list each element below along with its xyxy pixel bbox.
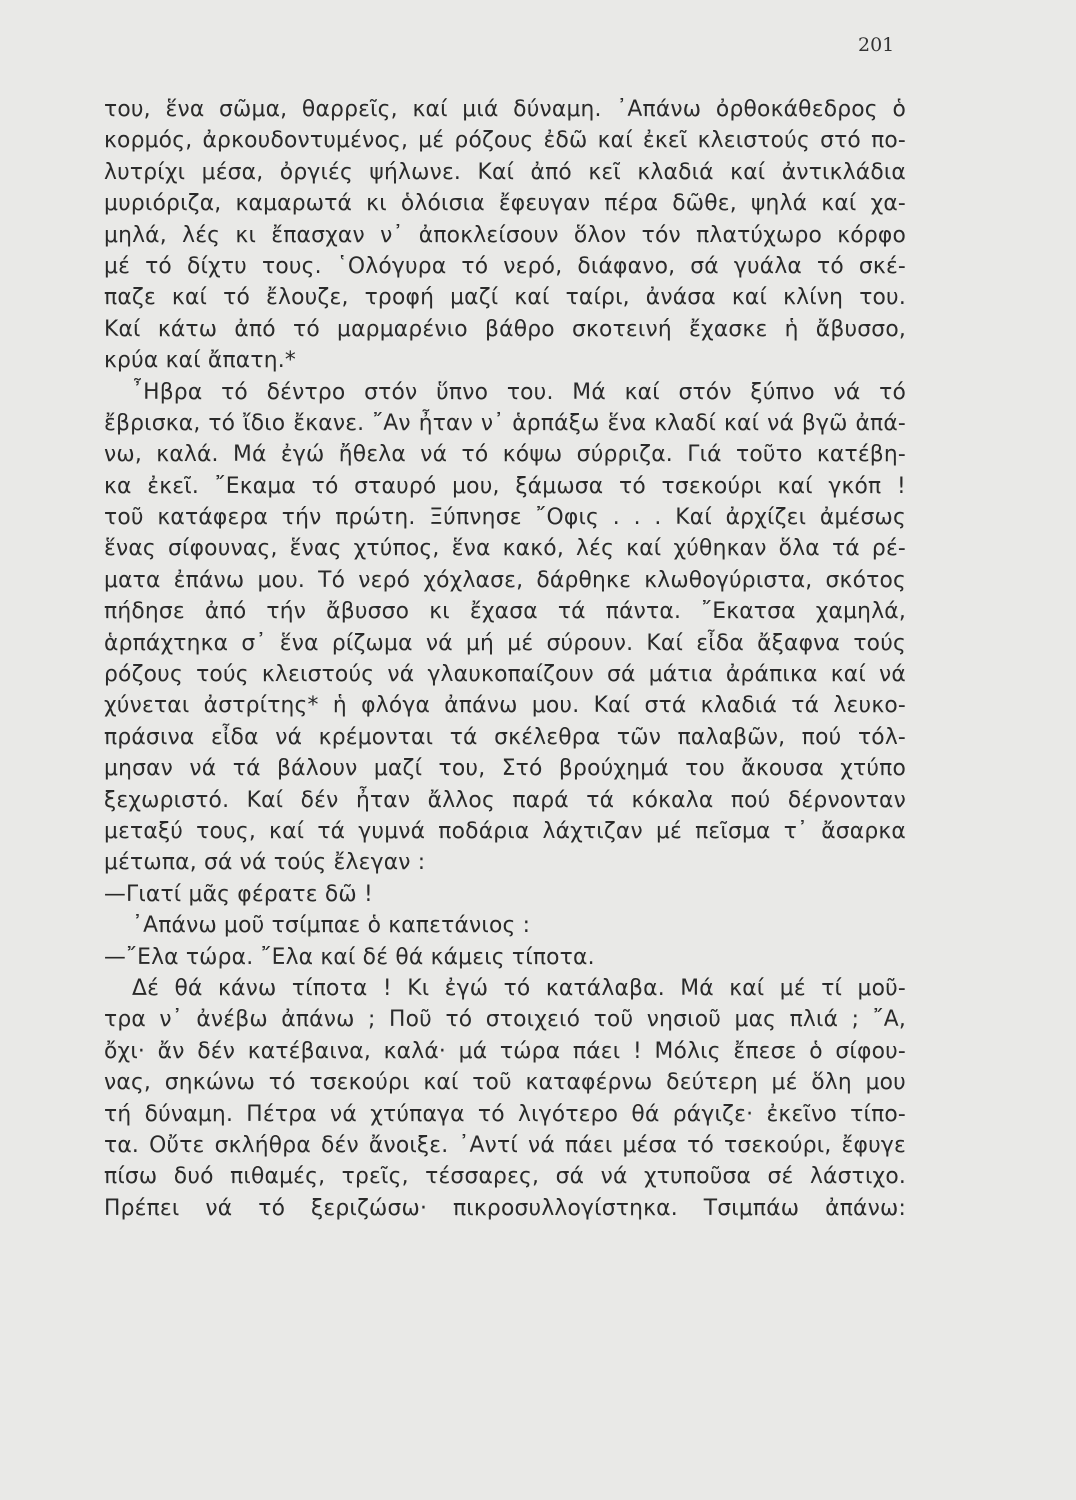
text-line: τοῦ κατάφερα τήν πρώτη. Ξύπνησε ῎Οφις . . . Καί ἀρχίζει ἀμέσως: [104, 505, 906, 531]
text-line: πράσινα εἶδα νά κρέμονται τά σκέλεθρα τῶν παλαβῶν, πού τόλ-: [104, 724, 906, 750]
text-line: ρόζους τούς κλειστούς νά γλαυκοπαίζουν σά μάτια ἀράπικα καί νά: [104, 662, 906, 688]
text-line: μηλά, λές κι ἔπασχαν ν᾿ ἀποκλείσουν ὅλον τόν πλατύχωρο κόρφο: [104, 222, 906, 248]
text-line: μέτωπα, σά νά τούς ἔλεγαν :: [104, 850, 426, 876]
text-line: ἕνας σίφουνας, ἕνας χτύπος, ἕνα κακό, λές καί χύθηκαν ὅλα τά ρέ-: [104, 536, 906, 562]
text-line: παζε καί τό ἔλουζε, τροφή μαζί καί ταίρι, ἀνάσα καί κλίνη του.: [104, 285, 906, 311]
text-line: χύνεται ἀστρίτης* ἡ φλόγα ἀπάνω μου. Καί στά κλαδιά τά λευκο-: [104, 693, 906, 719]
text-line: ὄχι· ἄν δέν κατέβαινα, καλά· μά τώρα πάει ! Μόλις ἔπεσε ὁ σίφου-: [104, 1038, 906, 1064]
page-number: 201: [858, 34, 895, 56]
text-line: νω, καλά. Μά ἐγώ ἤθελα νά τό κόψω σύρριζα. Γιά τοῦτο κατέβη-: [104, 442, 906, 468]
text-line: τα. Οὔτε σκλήθρα δέν ἄνοιξε. ᾿Αντί νά πάει μέσα τό τσεκούρι, ἔφυγε: [104, 1132, 906, 1158]
text-line: πήδησε ἀπό τήν ἄβυσσο κι ἔχασα τά πάντα. ῎Εκατσα χαμηλά,: [104, 599, 906, 625]
text-line: Καί κάτω ἀπό τό μαρμαρένιο βάθρο σκοτεινή ἔχασκε ἡ ἄβυσσο,: [104, 316, 906, 342]
text-line: του, ἕνα σῶμα, θαρρεῖς, καί μιά δύναμη. ᾿Απάνω ὀρθοκάθεδρος ὁ: [104, 97, 906, 122]
text-line: μεταξύ τους, καί τά γυμνά ποδάρια λάχτιζαν μέ πεῖσμα τ᾿ ἄσαρκα: [104, 818, 906, 844]
text-line: πίσω δυό πιθαμές, τρεῖς, τέσσαρες, σά νά χτυποῦσα σέ λάστιχο.: [104, 1164, 906, 1190]
text-line: μησαν νά τά βάλουν μαζί του, Στό βρούχημά του ἄκουσα χτύπο: [104, 756, 906, 782]
text-line: ῏Ηβρα τό δέντρο στόν ὕπνο του. Μά καί στόν ξύπνο νά τό: [132, 379, 906, 405]
text-line: —Γιατί μᾶς φέρατε δῶ !: [104, 881, 373, 907]
text-line: μέ τό δίχτυ τους. ῾Ολόγυρα τό νερό, διάφανο, σά γυάλα τό σκέ-: [104, 253, 906, 279]
text-line: λυτρίχι μέσα, ὀργιές ψήλωνε. Καί ἀπό κεῖ κλαδιά καί ἀντικλάδια: [104, 159, 906, 185]
text-line: ἁρπάχτηκα σ᾿ ἕνα ρίζωμα νά μή μέ σύρουν. Καί εἶδα ἄξαφνα τούς: [104, 630, 906, 656]
text-line: —῎Ελα τώρα. ῎Ελα καί δέ θά κάμεις τίποτα.: [104, 944, 595, 970]
text-line: νας, σηκώνω τό τσεκούρι καί τοῦ καταφέρνω δεύτερη μέ ὅλη μου: [104, 1070, 906, 1096]
text-line: τρα ν᾿ ἀνέβω ἀπάνω ; Ποῦ τό στοιχειό τοῦ νησιοῦ μας πλιά ; ῎Α,: [104, 1007, 906, 1033]
text-line: ᾿Απάνω μοῦ τσίμπαε ὁ καπετάνιος :: [132, 913, 531, 939]
text-line: ἔβρισκα, τό ἴδιο ἔκανε. ῎Αν ἦταν ν᾿ ἁρπάξω ἕνα κλαδί καί νά βγῶ ἀπά-: [104, 410, 906, 436]
text-line: τή δύναμη. Πέτρα νά χτύπαγα τό λιγότερο θά ράγιζε· ἐκεῖνο τίπο-: [104, 1101, 906, 1127]
text-line: μυριόριζα, καμαρωτά κι ὁλόισια ἔφευγαν πέρα δῶθε, ψηλά καί χα-: [104, 191, 906, 217]
text-line: Πρέπει νά τό ξεριζώσω· πικροσυλλογίστηκα. Τσιμπάω ἀπάνω:: [104, 1195, 906, 1221]
text-line: κρύα καί ἄπατη.*: [104, 348, 296, 374]
text-line: Δέ θά κάνω τίποτα ! Κι ἐγώ τό κατάλαβα. Μά καί μέ τί μοῦ-: [132, 975, 906, 1001]
text-line: κα ἐκεῖ. ῎Εκαμα τό σταυρό μου, ξάμωσα τό τσεκούρι καί γκόπ !: [104, 473, 906, 499]
text-line: ματα ἐπάνω μου. Τό νερό χόχλασε, δάρθηκε κλωθογύριστα, σκότος: [104, 567, 906, 593]
text-line: κορμός, ἀρκουδοντυμένος, μέ ρόζους ἐδῶ καί ἐκεῖ κλειστούς στό πο-: [104, 128, 906, 154]
body-text: [104, 94, 906, 1224]
text-line: ξεχωριστό. Καί δέν ἦταν ἄλλος παρά τά κόκαλα πού δέρνονταν: [104, 787, 906, 813]
